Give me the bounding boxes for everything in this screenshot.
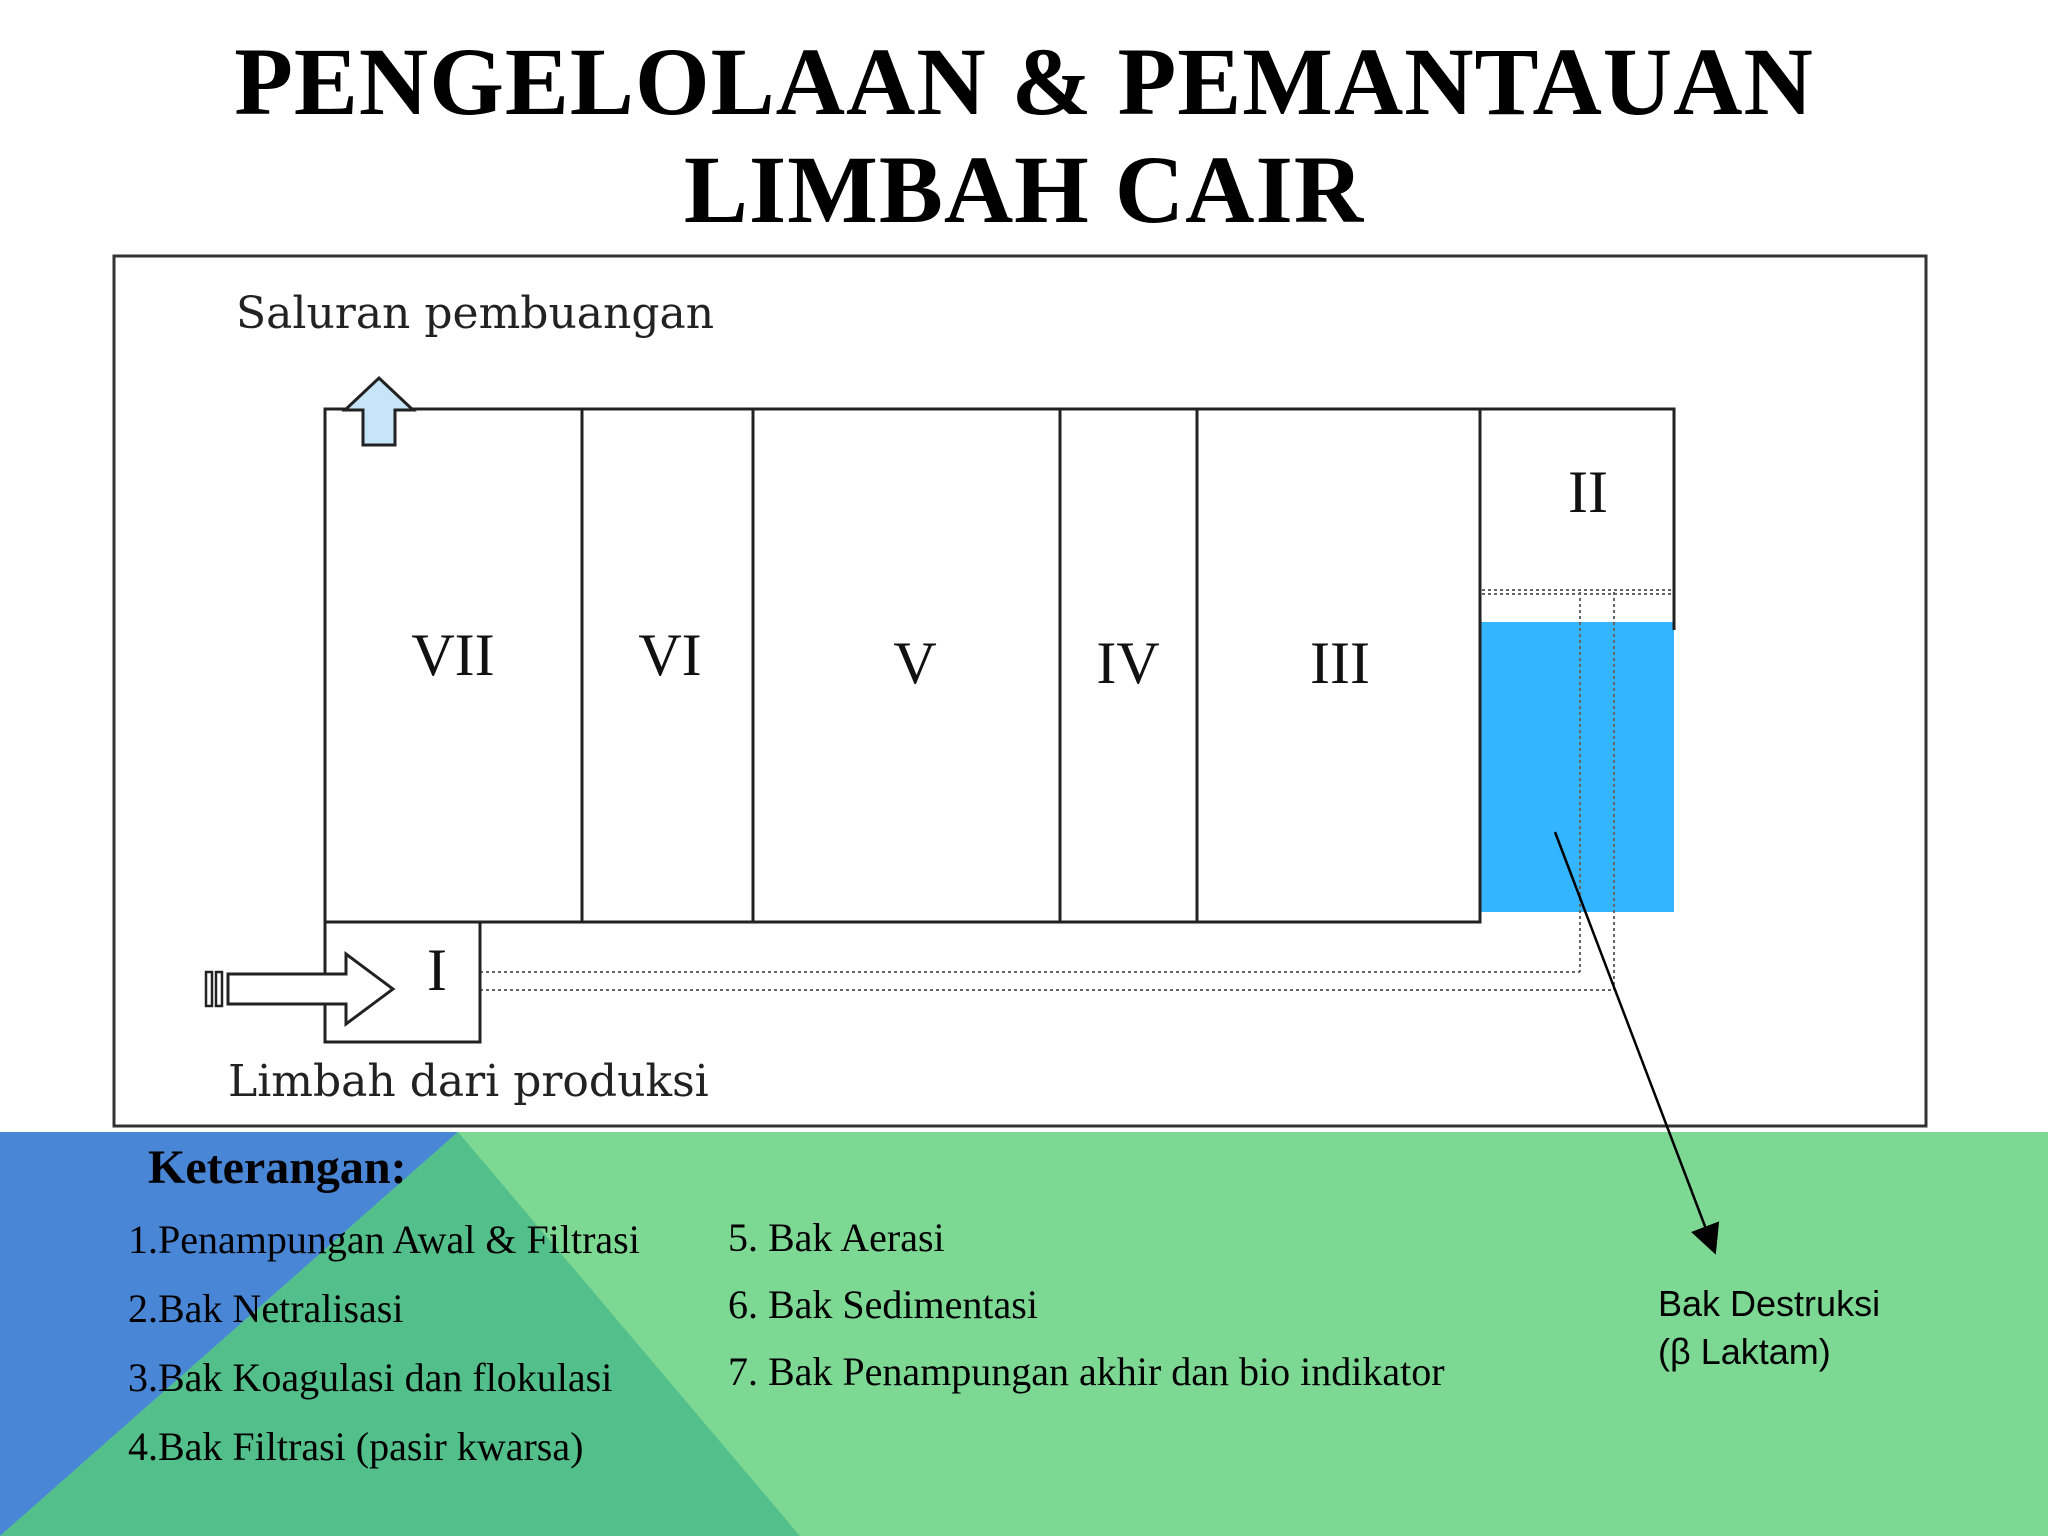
legend-item-6: 6. Bak Sedimentasi xyxy=(728,1282,1038,1327)
legend-item-7: 7. Bak Penampungan akhir dan bio indikator xyxy=(728,1349,1445,1394)
callout-label xyxy=(1658,1280,1880,1376)
tank-label-i: I xyxy=(427,937,447,1003)
tank-label-ii: II xyxy=(1568,459,1608,525)
callout-line-1: Bak Destruksi xyxy=(1658,1283,1881,1324)
legend-item-3-text: Bak Koagulasi dan flokulasi xyxy=(158,1355,613,1400)
legend-item-4-num: 4. xyxy=(128,1424,158,1469)
tank-label-iv: IV xyxy=(1096,630,1160,696)
legend-item-4-text: Bak Filtrasi (pasir kwarsa) xyxy=(158,1424,584,1469)
legend-item-2 xyxy=(128,1285,404,1332)
legend-item-1-num: 1. xyxy=(128,1217,158,1262)
legend-item-3 xyxy=(128,1354,612,1401)
legend-item-4 xyxy=(128,1423,583,1470)
callout-line-2: (β Laktam) xyxy=(1658,1331,1831,1372)
legend-item-2-text: Bak Netralisasi xyxy=(158,1286,404,1331)
legend-item-1 xyxy=(128,1216,640,1263)
tank-label-v: V xyxy=(893,630,937,696)
legend-item-1-text: Penampungan Awal & Filtrasi xyxy=(158,1217,640,1262)
title-line-2: LIMBAH CAIR xyxy=(683,136,1365,243)
title-line-1: PENGELOLAAN & PEMANTAUAN xyxy=(234,28,1814,135)
tank-label-vii: VII xyxy=(411,622,495,688)
legend-heading: Keterangan: xyxy=(148,1141,407,1194)
legend-item-3-num: 3. xyxy=(128,1355,158,1400)
legend-item-2-num: 2. xyxy=(128,1286,158,1331)
tank-ii-water xyxy=(1480,622,1674,912)
tank-label-vi: VI xyxy=(638,622,702,688)
inlet-label: Limbah dari produksi xyxy=(228,1056,709,1107)
legend-item-5: 5. Bak Aerasi xyxy=(728,1215,945,1260)
tank-label-iii: III xyxy=(1310,630,1370,696)
outlet-label: Saluran pembuangan xyxy=(236,288,715,339)
